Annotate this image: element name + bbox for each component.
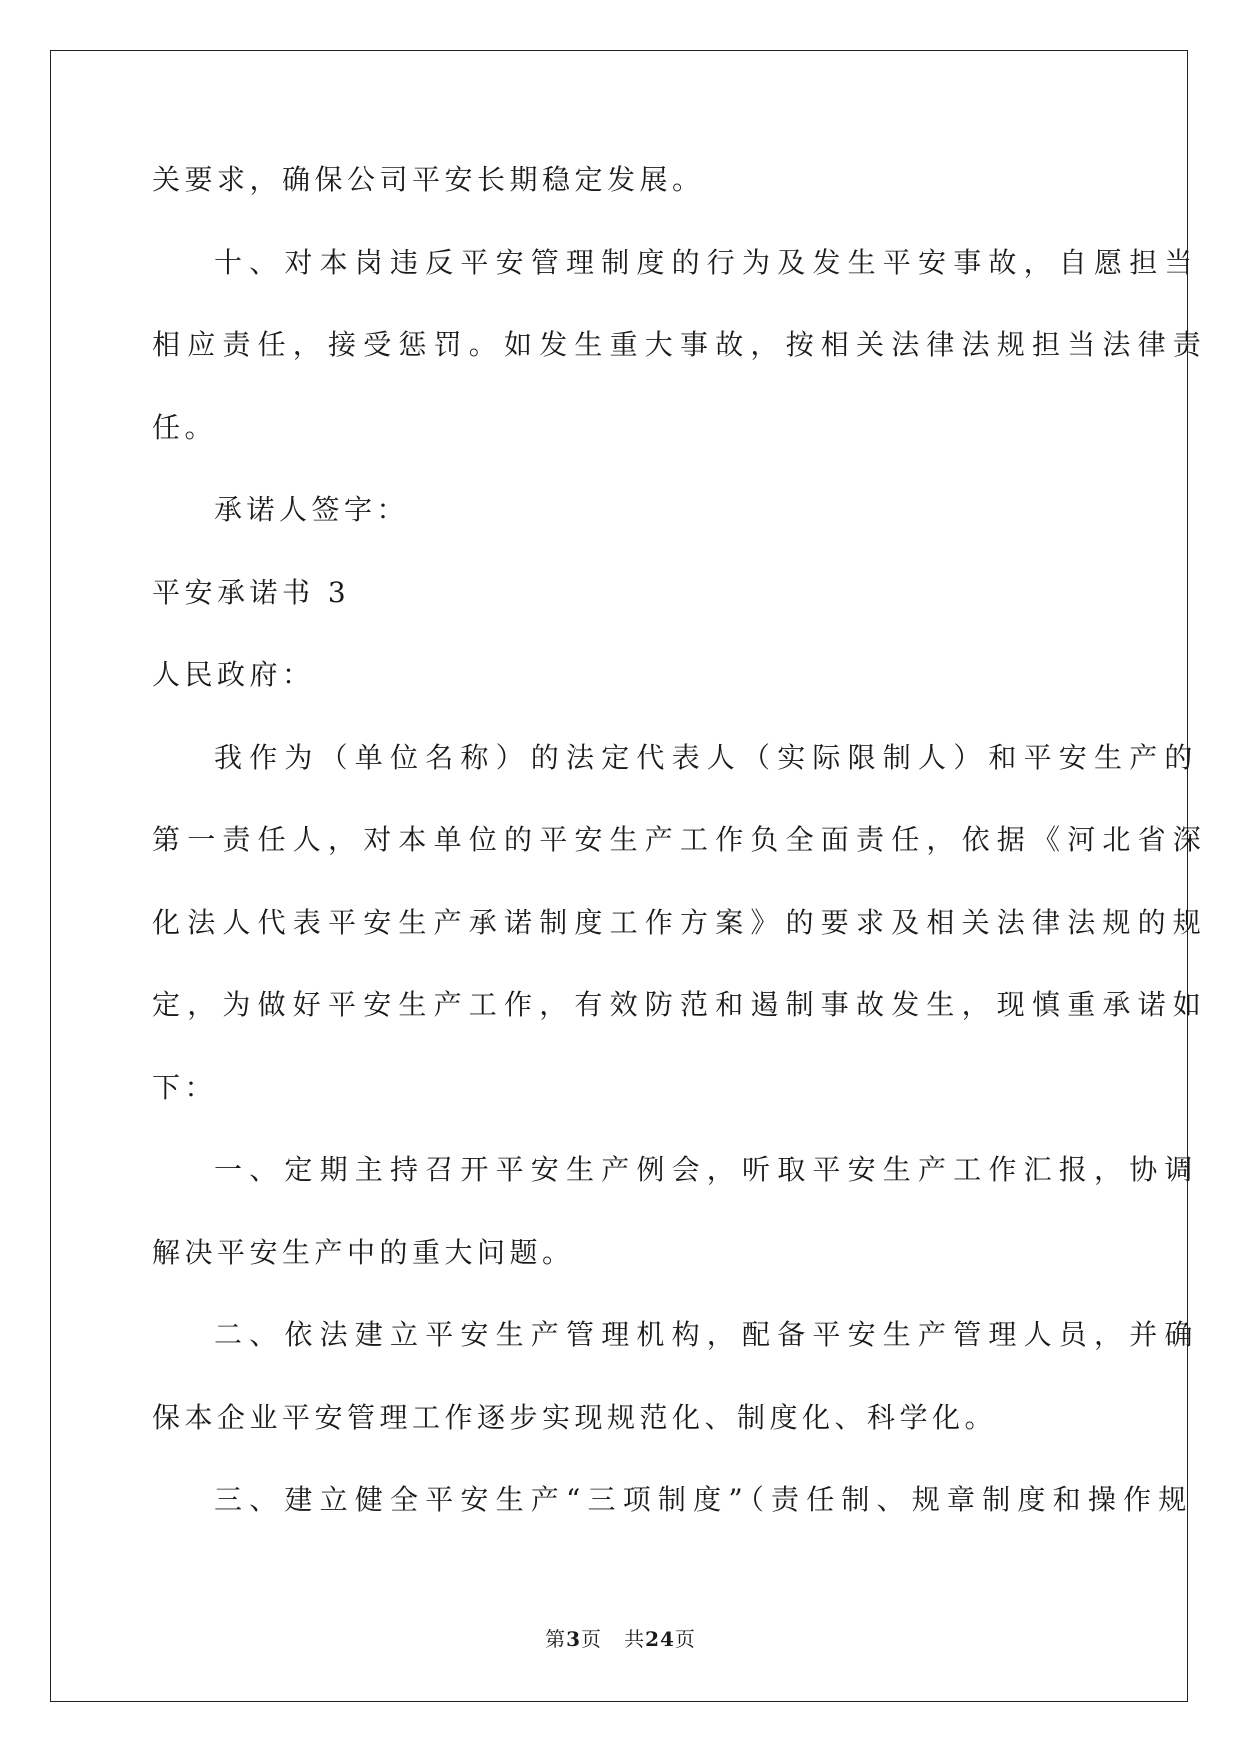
- paragraph-line: 一、定期主持召开平安生产例会，听取平安生产工作汇报，协调: [214, 1153, 1200, 1186]
- signature-label: 承诺人签字：: [214, 493, 410, 526]
- paragraph-line: 保本企业平安管理工作逐步实现规范化、制度化、科学化。: [152, 1400, 998, 1434]
- paragraph-line: 我作为（单位名称）的法定代表人（实际限制人）和平安生产的: [214, 740, 1200, 774]
- total-pages-number: 24: [645, 1627, 675, 1651]
- document-body: [152, 160, 1209, 1563]
- paragraph-line: 解决平安生产中的重大问题。: [152, 1235, 575, 1269]
- paragraph-line: 定，为做好平安生产工作，有效防范和遏制事故发生，现慎重承诺如: [152, 988, 1209, 1021]
- addressee: 人民政府：: [152, 658, 315, 691]
- current-page-number: 3: [566, 1627, 581, 1651]
- section-heading: 平安承诺书 3: [152, 575, 351, 609]
- footer-page-unit: 页: [581, 1627, 602, 1651]
- footer-total-unit: 页: [674, 1627, 696, 1651]
- paragraph-line: 下：: [152, 1070, 218, 1104]
- paragraph-line: 三、建立健全平安生产“三项制度”（责任制、规章制度和操作规: [214, 1483, 1194, 1516]
- paragraph-line: 任。: [152, 410, 218, 444]
- paragraph-line: 十、对本岗违反平安管理制度的行为及发生平安事故，自愿担当: [214, 245, 1200, 279]
- paragraph-line: 第一责任人，对本单位的平安生产工作负全面责任，依据《河北省深: [152, 823, 1209, 856]
- paragraph-line: 关要求，确保公司平安长期稳定发展。: [152, 163, 705, 196]
- footer-prefix: 第: [545, 1627, 567, 1651]
- paragraph-line: 相应责任，接受惩罚。如发生重大事故，按相关法律法规担当法律责: [152, 328, 1209, 361]
- paragraph-line: 二、依法建立平安生产管理机构，配备平安生产管理人员，并确: [214, 1318, 1200, 1351]
- footer-total-prefix: 共: [624, 1627, 646, 1651]
- page-footer: [0, 1623, 1241, 1652]
- paragraph-line: 化法人代表平安生产承诺制度工作方案》的要求及相关法律法规的规: [152, 905, 1209, 939]
